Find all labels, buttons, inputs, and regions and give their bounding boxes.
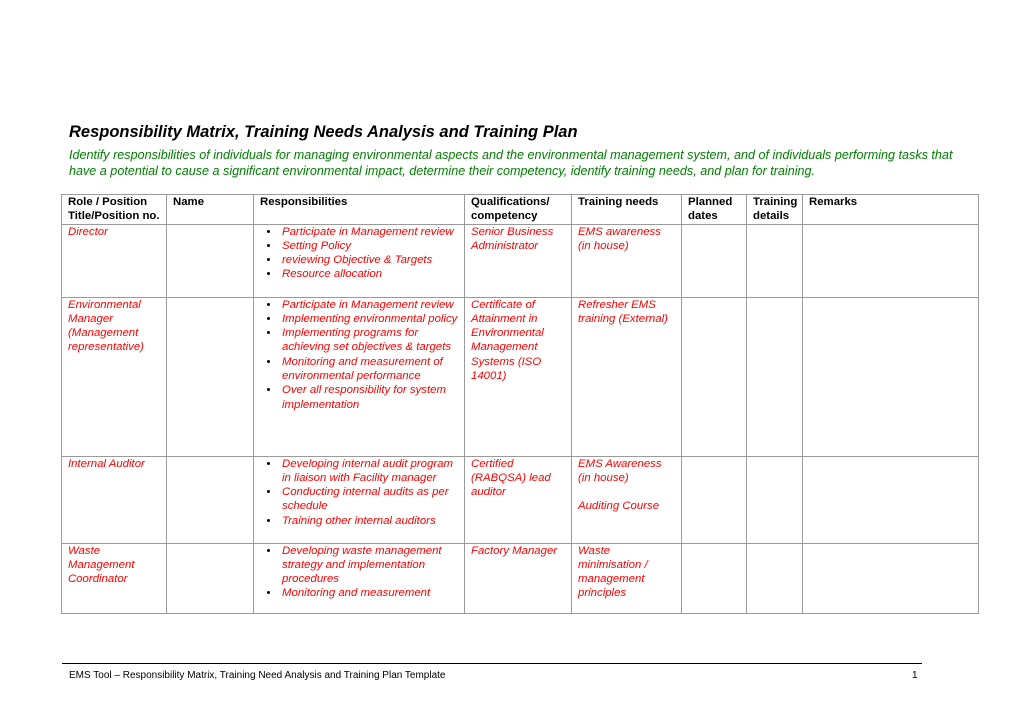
list-item: • Participate in Management review (280, 298, 458, 312)
table-row (62, 456, 979, 543)
responsibilities-list (260, 298, 458, 412)
header-remarks: Remarks (803, 195, 979, 225)
list-item: • Over all responsibility for system implementation (280, 383, 458, 412)
list-item: • Monitoring and measurement of environmental performance (280, 355, 458, 384)
name-cell (167, 543, 254, 613)
name-cell (167, 224, 254, 297)
header-row (62, 195, 979, 225)
intro-paragraph: Identify responsibilities of individuals for managing environmental aspects and the environmental management system, and of individuals performing tasks that have a potential to cause a significant environmental impact, determine their competency, identify training needs, and plan for training. (69, 148, 953, 178)
training-need: Auditing Course (578, 500, 660, 513)
role-cell: Internal Auditor (62, 456, 167, 543)
responsibility-matrix-table (61, 194, 979, 614)
header-training-needs: Training needs (572, 195, 682, 225)
role-cell: Waste Management Coordinator (62, 543, 167, 613)
header-responsibilities: Responsibilities (254, 195, 465, 225)
training-need: Waste minimisation / management principles (578, 544, 648, 600)
remarks-cell (803, 224, 979, 297)
table-row (62, 543, 979, 613)
remarks-cell (803, 543, 979, 613)
responsibilities-cell (254, 543, 465, 613)
training-needs-cell (572, 543, 682, 613)
header-planned-dates: Planned dates (682, 195, 747, 225)
list-item: • Participate in Management review (280, 225, 458, 239)
page-number: 1 (912, 670, 918, 681)
planned-dates-cell (682, 297, 747, 456)
name-cell (167, 297, 254, 456)
header-name: Name (167, 195, 254, 225)
list-item: • Implementing programs for achieving set objectives & targets (280, 326, 458, 355)
footer-divider (62, 663, 922, 664)
training-details-cell (747, 224, 803, 297)
footer-text: EMS Tool – Responsibility Matrix, Training Need Analysis and Training Plan Template (69, 670, 446, 681)
table-row (62, 224, 979, 297)
planned-dates-cell (682, 543, 747, 613)
header-training-details: Training details (747, 195, 803, 225)
training-needs-cell (572, 297, 682, 456)
table-row (62, 297, 979, 456)
planned-dates-cell (682, 456, 747, 543)
training-need: Refresher EMS training (External) (578, 298, 668, 325)
remarks-cell (803, 456, 979, 543)
responsibilities-cell (254, 224, 465, 297)
role-cell: Environmental Manager (Management representative) (62, 297, 167, 456)
list-item: • Resource allocation (280, 267, 458, 281)
list-item: • Developing internal audit program in liaison with Facility manager (280, 457, 458, 486)
training-need: EMS awareness (in house) (578, 225, 661, 252)
qualifications-cell: Certificate of Attainment in Environmental Management Systems (ISO 14001) (465, 297, 572, 456)
training-details-cell (747, 543, 803, 613)
responsibilities-cell (254, 456, 465, 543)
header-role: Role / Position Title/Position no. (62, 195, 167, 225)
responsibilities-list (260, 225, 458, 282)
header-qualifications: Qualifications/ competency (465, 195, 572, 225)
training-details-cell (747, 456, 803, 543)
remarks-cell (803, 297, 979, 456)
qualifications-cell: Senior Business Administrator (465, 224, 572, 297)
training-needs-cell (572, 224, 682, 297)
list-item: • Training other internal auditors (280, 514, 458, 528)
spacer (578, 485, 675, 499)
responsibilities-cell (254, 297, 465, 456)
training-need: EMS Awareness (in house) (578, 457, 662, 484)
list-item: • Setting Policy (280, 239, 458, 253)
responsibilities-list (260, 544, 458, 601)
name-cell (167, 456, 254, 543)
list-item: • reviewing Objective & Targets (280, 253, 458, 267)
qualifications-cell: Certified (RABQSA) lead auditor (465, 456, 572, 543)
role-cell: Director (62, 224, 167, 297)
list-item: • Monitoring and measurement (280, 586, 458, 600)
responsibilities-list (260, 457, 458, 528)
training-needs-cell (572, 456, 682, 543)
document-title: Responsibility Matrix, Training Needs Analysis and Training Plan (69, 123, 578, 141)
list-item: • Implementing environmental policy (280, 312, 458, 326)
list-item: • Developing waste management strategy and implementation procedures (280, 544, 458, 587)
qualifications-cell: Factory Manager (465, 543, 572, 613)
list-item: • Conducting internal audits as per schedule (280, 485, 458, 514)
planned-dates-cell (682, 224, 747, 297)
training-details-cell (747, 297, 803, 456)
